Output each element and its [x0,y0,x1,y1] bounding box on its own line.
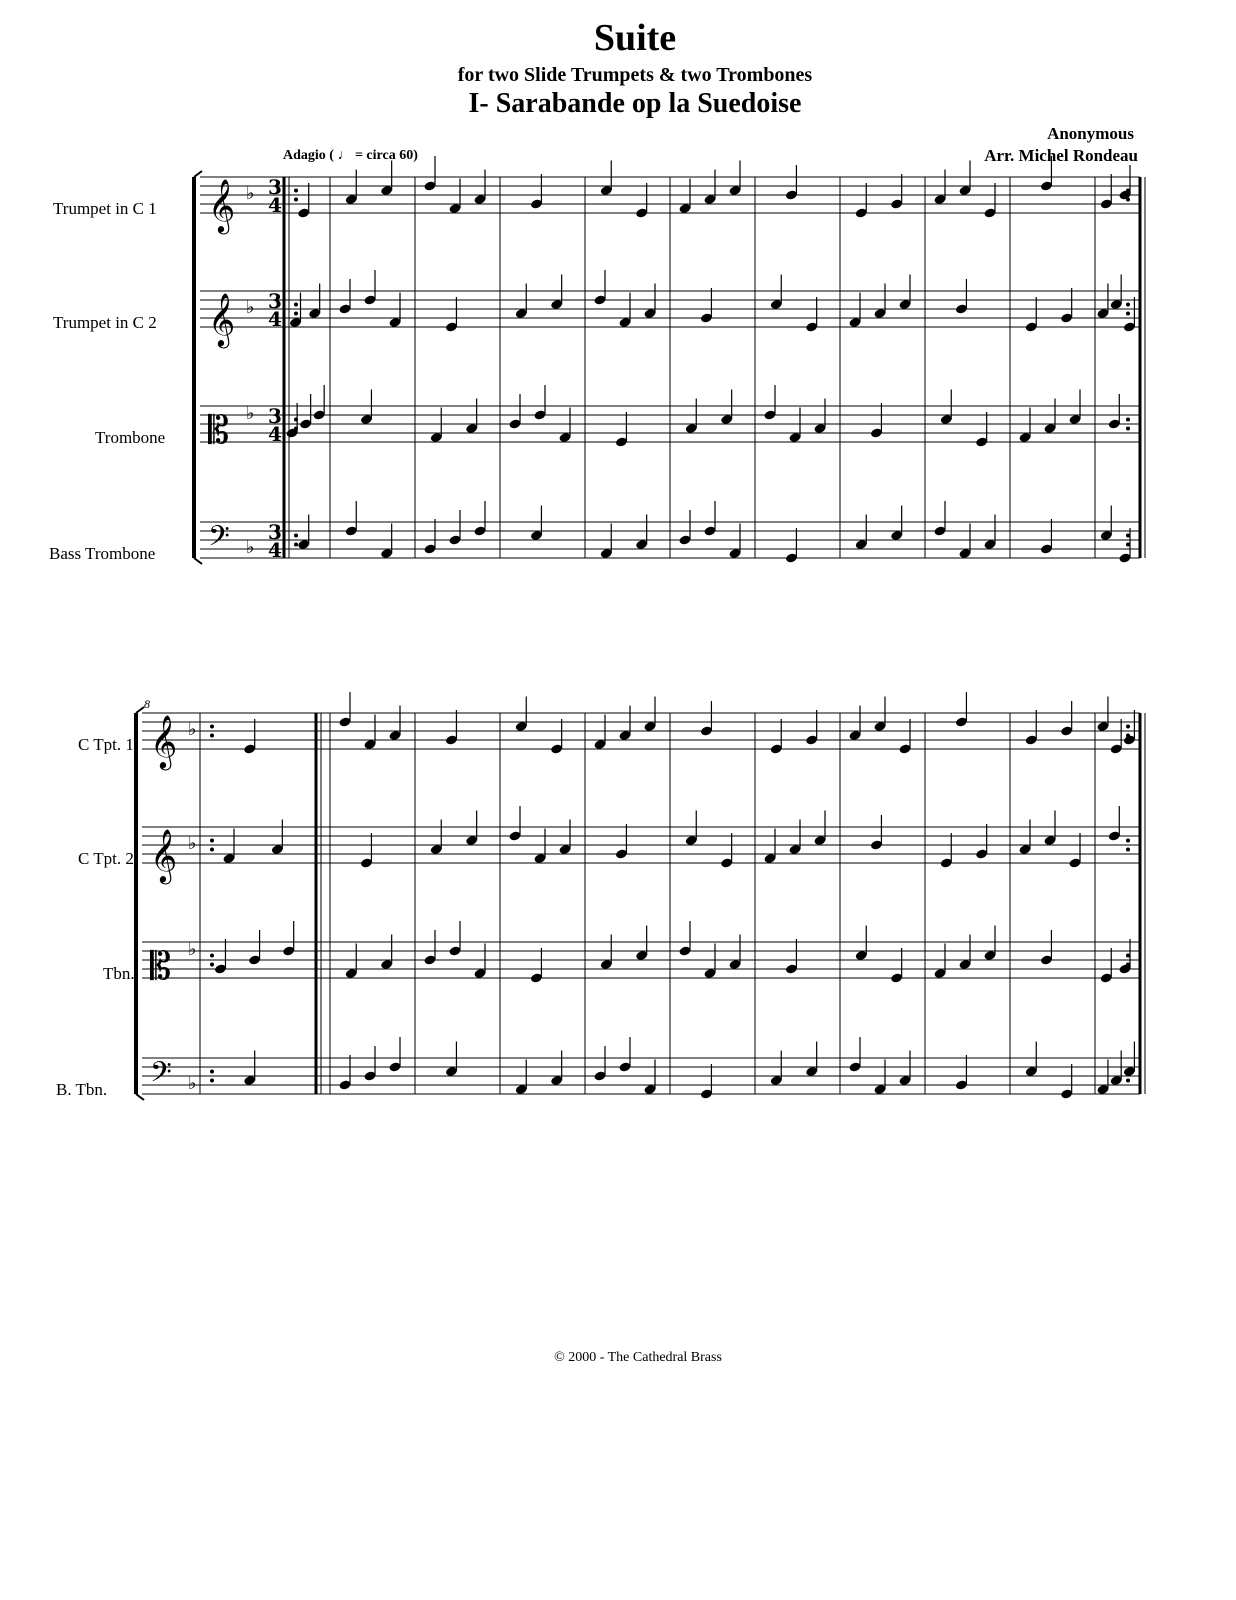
repeat-dot [210,1079,214,1083]
repeat-dot [294,198,298,202]
measure-number: 8 [144,697,150,711]
repeat-dot [294,312,298,316]
part-label-trombone: Trombone [95,428,166,447]
system-bracket-hook [194,171,202,177]
alto-clef-icon: 𝄡 [208,408,230,452]
time-signature-numerator: 3 [268,520,282,544]
repeat-dot [210,848,214,852]
repeat-dot [294,543,298,547]
piece-title: Suite [593,17,677,59]
time-signature-numerator: 3 [268,289,282,313]
repeat-dot [294,534,298,538]
repeat-dot [294,303,298,307]
treble-clef-icon: 𝄞 [208,292,236,346]
part-label-trumpet-2-short: C Tpt. 2 [78,849,134,868]
repeat-dot [1126,848,1130,852]
system-bracket-hook [136,1094,144,1100]
repeat-dot [294,189,298,193]
key-signature-flat: ♭ [188,719,197,740]
treble-clef-icon: 𝄞 [150,714,178,768]
bass-clef-icon: 𝄢 [150,1056,172,1096]
key-signature-flat: ♭ [246,403,255,424]
tempo-marking: Adagio ( ♩ = circa 60) [283,148,418,163]
part-label-trumpet-1: Trumpet in C 1 [53,199,157,218]
part-label-trombone-short: Tbn. [103,964,135,983]
key-signature-flat: ♭ [246,537,255,558]
key-signature-flat: ♭ [246,183,255,204]
bass-clef-icon: 𝄢 [208,520,230,560]
repeat-dot [210,725,214,729]
arranger-credit: Arr. Michel Rondeau [984,146,1138,165]
repeat-dot [1126,1079,1130,1083]
repeat-dot [210,839,214,843]
key-signature-flat: ♭ [188,1073,197,1094]
movement-title: I- Sarabande op la Suedoise [468,88,802,119]
part-label-bass-trombone-short: B. Tbn. [56,1080,108,1099]
system-bracket-hook [194,558,202,564]
time-signature-numerator: 3 [268,175,282,199]
repeat-dot [210,1070,214,1074]
repeat-dot [1126,427,1130,431]
time-signature-denominator: 4 [268,422,282,446]
key-signature-flat: ♭ [246,297,255,318]
alto-clef-icon: 𝄡 [150,944,172,988]
repeat-dot [1126,725,1130,729]
repeat-dot [1126,312,1130,316]
composer-credit: Anonymous [1047,124,1134,143]
treble-clef-icon: 𝄞 [150,828,178,882]
system-bracket-hook [136,707,144,713]
repeat-dot [1126,303,1130,307]
repeat-dot [210,963,214,967]
piece-subtitle: for two Slide Trumpets & two Trombones [457,64,813,86]
time-signature-denominator: 4 [268,307,282,331]
copyright-notice: © 2000 - The Cathedral Brass [554,1350,722,1365]
time-signature-numerator: 3 [268,404,282,428]
repeat-dot [1126,839,1130,843]
key-signature-flat: ♭ [188,833,197,854]
repeat-dot [210,954,214,958]
repeat-dot [1126,418,1130,422]
time-signature-denominator: 4 [268,538,282,562]
key-signature-flat: ♭ [188,939,197,960]
part-label-trumpet-1-short: C Tpt. 1 [78,735,134,754]
treble-clef-icon: 𝄞 [208,178,236,232]
part-label-bass-trombone: Bass Trombone [49,544,156,563]
time-signature-denominator: 4 [268,193,282,217]
repeat-dot [210,734,214,738]
part-label-trumpet-2: Trumpet in C 2 [53,313,157,332]
